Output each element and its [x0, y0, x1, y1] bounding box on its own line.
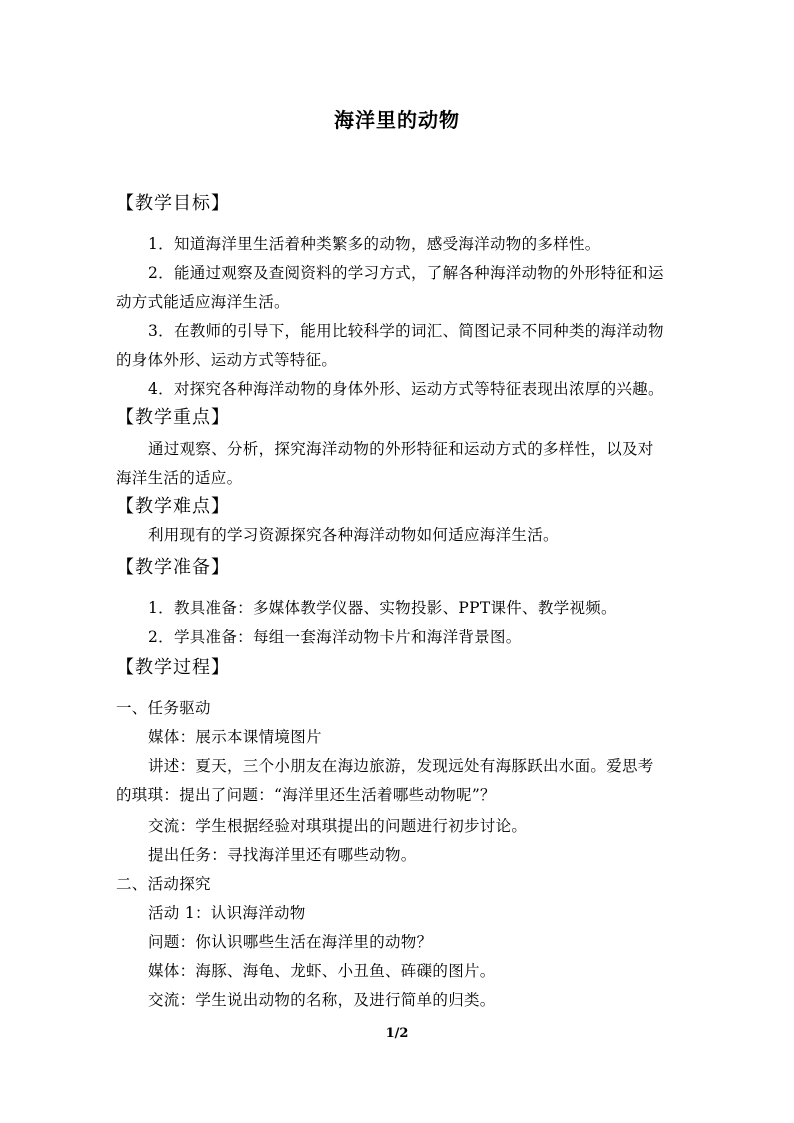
process-part2-title: 二、活动探究: [116, 875, 211, 893]
page-number: 1/2: [385, 1026, 409, 1041]
goal-item-1: 1．知道海洋里生活着种类繁多的动物，感受海洋动物的多样性。: [148, 235, 601, 253]
process-part1-line-2: 讲述：夏天，三个小朋友在海边旅游，发现远处有海豚跃出水面。爱思考: [148, 757, 654, 775]
goals-heading: 【教学目标】: [116, 193, 230, 214]
process-part2-line-1: 活动 1：认识海洋动物: [148, 904, 306, 922]
difficulties-line-1: 利用现有的学习资源探究各种海洋动物如何适应海洋生活。: [148, 526, 559, 544]
document-title: 海洋里的动物: [334, 108, 460, 132]
process-part1-line-4: 交流：学生根据经验对琪琪提出的问题进行初步讨论。: [148, 817, 528, 835]
process-part2-line-3: 媒体：海豚、海龟、龙虾、小丑鱼、砗磲的图片。: [148, 962, 496, 980]
goal-item-3: 3．在教师的引导下，能用比较科学的词汇、简图记录不同种类的海洋动物: [148, 322, 664, 340]
goal-item-3-cont: 的身体外形、运动方式等特征。: [116, 351, 338, 369]
goal-item-4: 4．对探究各种海洋动物的身体外形、运动方式等特征表现出浓厚的兴趣。: [148, 380, 664, 398]
goal-item-2: 2．能通过观察及查阅资料的学习方式，了解各种海洋动物的外形特征和运: [148, 264, 664, 282]
process-part1-line-1: 媒体：展示本课情境图片: [148, 728, 322, 746]
preparation-item-1: 1．教具准备：多媒体教学仪器、实物投影、PPT课件、教学视频。: [148, 599, 617, 617]
process-part2-line-2: 问题：你认识哪些生活在海洋里的动物？: [148, 933, 433, 951]
key-points-heading: 【教学重点】: [116, 407, 230, 428]
difficulties-heading: 【教学难点】: [116, 496, 230, 517]
preparation-heading: 【教学准备】: [116, 557, 230, 578]
key-points-line-1: 通过观察、分析，探究海洋动物的外形特征和运动方式的多样性，以及对: [148, 440, 654, 458]
key-points-line-2: 海洋生活的适应。: [116, 469, 243, 487]
process-part1-title: 一、任务驱动: [116, 699, 211, 717]
process-part2-line-4: 交流：学生说出动物的名称，及进行简单的归类。: [148, 991, 496, 1009]
process-heading: 【教学过程】: [116, 657, 230, 678]
preparation-item-2: 2．学具准备：每组一套海洋动物卡片和海洋背景图。: [148, 628, 522, 646]
process-part1-line-3: 的琪琪：提出了问题：“海洋里还生活着哪些动物呢”？: [116, 786, 496, 804]
process-part1-line-5: 提出任务：寻找海洋里还有哪些动物。: [148, 846, 417, 864]
goal-item-2-cont: 动方式能适应海洋生活。: [116, 293, 290, 311]
